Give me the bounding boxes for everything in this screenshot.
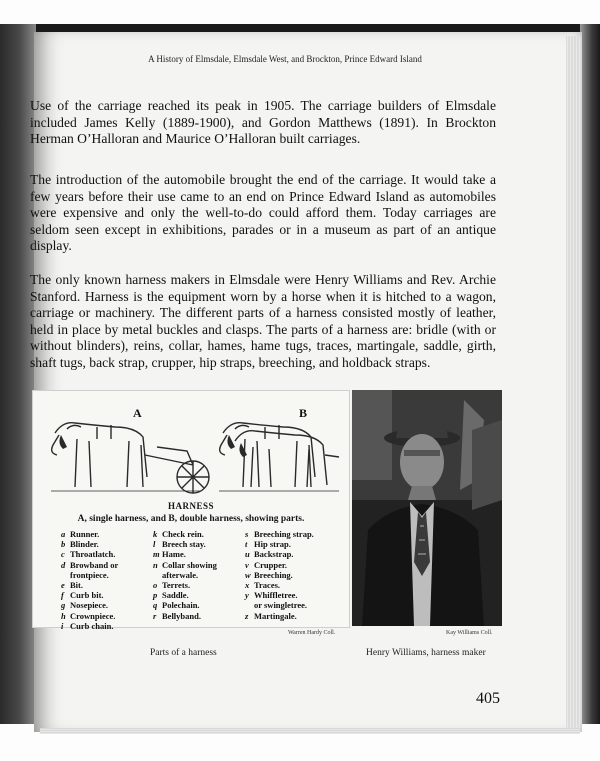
figure-label-a: A	[133, 406, 142, 420]
figure-credit: Warren Hardy Coll.	[288, 630, 336, 636]
legend-item: or swingletree.	[254, 600, 308, 611]
paragraph-harness-makers: The only known harness makers in Elmsdale were Henry Williams and Rev. Archie Stanford. Harness is the equipment worn by a horse when it is hitched to a wagon, carriage or machinery. The different parts of a harness consisted mostly of leather, held in place by metal buckles and clasps. The parts of a harness are: bridle (with or without blinders), reins, collar, hames, hame tugs, traces, martingale, saddle, girth, shaft tugs, back strap, crupper, hip straps, breeching, and holdback straps.	[30, 272, 496, 370]
legend-item: e Bit.	[61, 580, 83, 591]
legend-item: l Breech stay.	[153, 539, 206, 550]
figure-label-b: B	[299, 406, 308, 420]
legend-item: r Bellyband.	[153, 610, 201, 621]
legend-column-2	[153, 529, 217, 621]
figure-title: HARNESS	[167, 501, 214, 511]
legend-item: frontpiece.	[70, 569, 109, 580]
running-head: A History of Elmsdale, Elmsdale West, and Brockton, Prince Edward Island	[148, 54, 422, 64]
paragraph-carriage-builders: Use of the carriage reached its peak in 1905. The carriage builders of Elmsdale included James Kelly (1889-1900), and Gordon Matthews (1891). In Brockton Herman O’Halloran and Maurice O’Halloran built carriages.	[30, 98, 496, 146]
legend-item: x Traces.	[245, 580, 281, 591]
legend-item: v Crupper.	[245, 559, 287, 570]
legend-item: t Hip strap.	[245, 539, 291, 550]
legend-item: y Whiffletree.	[245, 590, 298, 601]
figure-subtitle: A, single harness, and B, double harness, showing parts.	[77, 514, 305, 524]
legend-item: u Backstrap.	[245, 549, 294, 560]
harness-figure	[32, 390, 350, 631]
legend-item: w Breeching.	[245, 569, 293, 580]
legend-item: n Collar showing	[153, 559, 217, 570]
legend-column-1	[61, 529, 118, 631]
legend-item: m Hame.	[153, 549, 186, 560]
legend-item: f Curb bit.	[61, 590, 104, 601]
legend-item: g Nosepiece.	[61, 600, 109, 611]
page-number: 405	[476, 690, 500, 707]
photo-caption: Henry Williams, harness maker	[366, 648, 486, 658]
photo-credit: Kay Williams Coll.	[446, 630, 493, 636]
legend-item: h Crownpiece.	[61, 610, 116, 621]
legend-item: o Terrets.	[153, 580, 191, 591]
legend-item: i Curb chain.	[61, 620, 114, 631]
legend-item: p Saddle.	[153, 590, 189, 601]
legend-item: d Browband or	[61, 559, 119, 570]
legend-item: k Check rein.	[153, 529, 204, 539]
legend-item: z Martingale.	[245, 610, 297, 621]
book-cover-right	[580, 24, 600, 724]
page-stack-edge	[566, 36, 580, 730]
figure-caption: Parts of a harness	[150, 648, 217, 658]
legend-item: b Blinder.	[61, 539, 99, 550]
page-stack-bottom	[40, 728, 580, 734]
portrait-image	[352, 390, 502, 626]
legend-item: a Runner.	[61, 529, 100, 539]
legend-item: afterwale.	[162, 569, 199, 580]
paragraph-automobile: The introduction of the automobile brought the end of the carriage. It would take a few years before their use came to an end on Prince Edward Island as automobiles were expensive and only the well-to-do could afford them. Today carriages are seldom seen except in exhibitions, parades or in a museum as part of an antique display.	[30, 172, 496, 253]
legend-item: q Polechain.	[153, 600, 200, 611]
legend-item: c Throatlatch.	[61, 549, 116, 560]
portrait-photo	[352, 390, 502, 626]
legend-item: s Breeching strap.	[245, 529, 314, 539]
legend-column-3	[245, 529, 314, 621]
harness-illustration	[37, 395, 345, 505]
